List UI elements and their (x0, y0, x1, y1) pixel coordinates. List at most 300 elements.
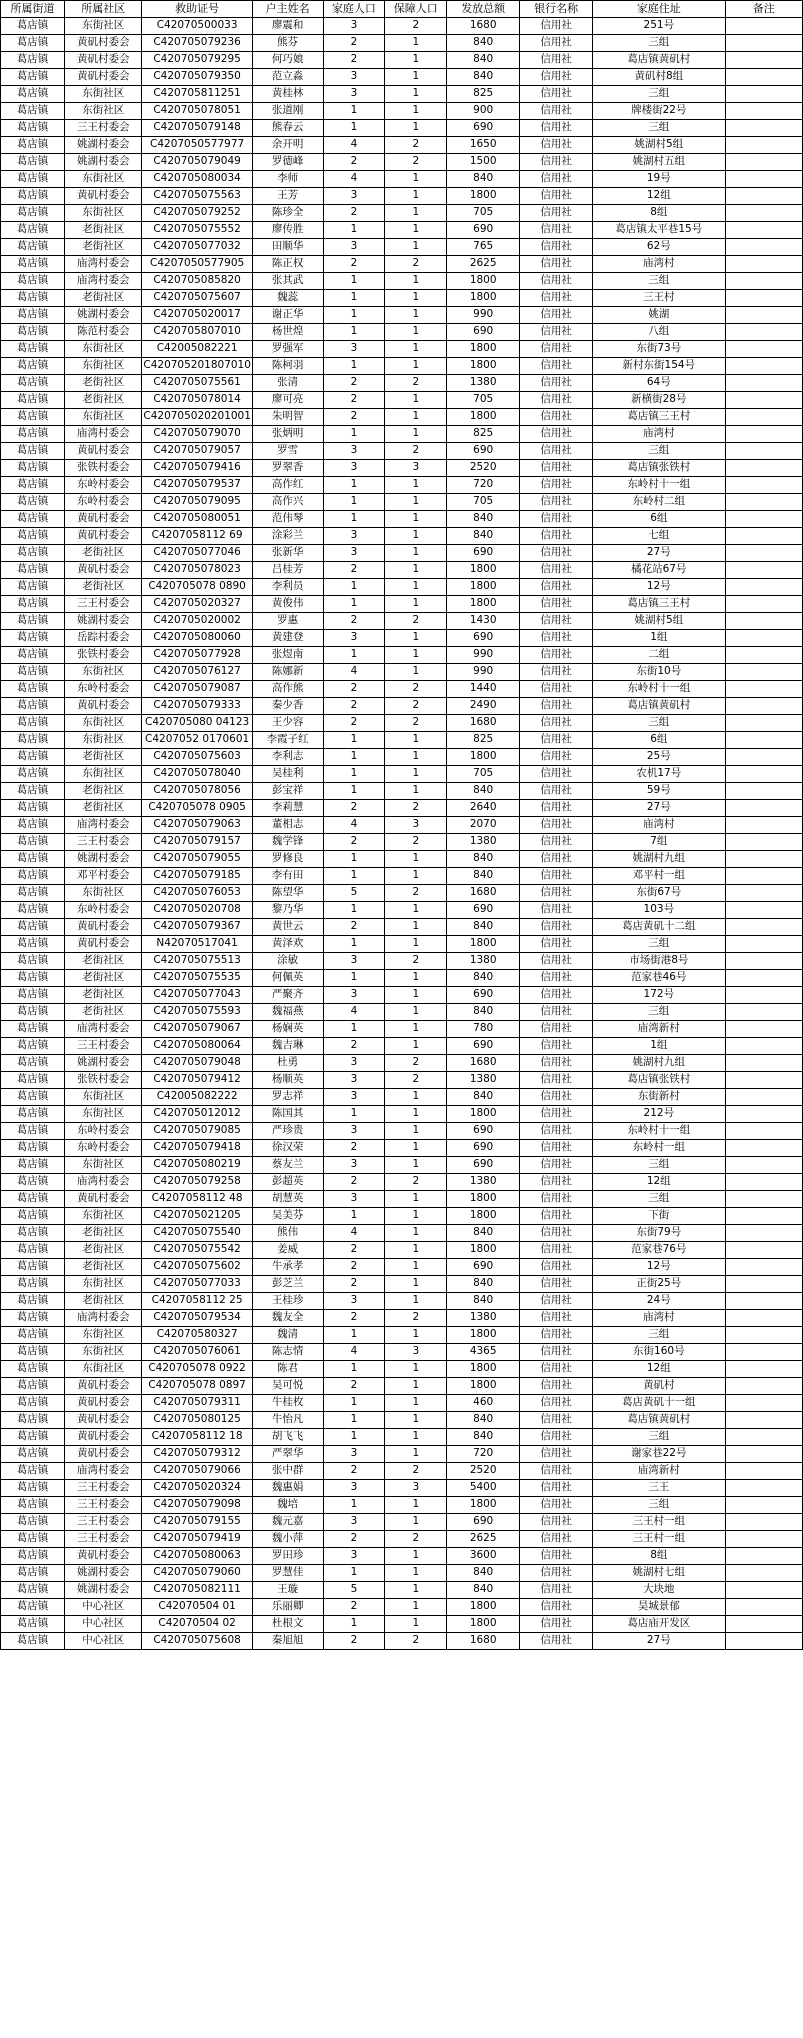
cell-address: 二组 (593, 647, 726, 664)
cell-remarks (725, 562, 802, 579)
table-row (1, 1429, 803, 1446)
cell-street: 葛店镇 (1, 86, 65, 103)
cell-street: 葛店镇 (1, 1140, 65, 1157)
cell-bank-name: 信用社 (520, 205, 593, 222)
table-row (1, 205, 803, 222)
cell-total-amount: 1800 (447, 341, 520, 358)
column-header-community: 所属社区 (65, 1, 142, 18)
cell-street: 葛店镇 (1, 1548, 65, 1565)
cell-street: 葛店镇 (1, 817, 65, 834)
cell-relief-id: C420705075540 (142, 1225, 252, 1242)
cell-covered-persons: 1 (385, 239, 447, 256)
cell-householder-name: 张新华 (252, 545, 323, 562)
cell-family-size: 2 (323, 1310, 385, 1327)
cell-bank-name: 信用社 (520, 851, 593, 868)
cell-householder-name: 高作红 (252, 477, 323, 494)
cell-remarks (725, 1123, 802, 1140)
cell-householder-name: 胡飞飞 (252, 1429, 323, 1446)
table-row (1, 307, 803, 324)
cell-remarks (725, 1429, 802, 1446)
cell-remarks (725, 1633, 802, 1650)
cell-total-amount: 1500 (447, 154, 520, 171)
cell-relief-id: C420705079537 (142, 477, 252, 494)
cell-community: 东街社区 (65, 341, 142, 358)
cell-remarks (725, 800, 802, 817)
cell-bank-name: 信用社 (520, 970, 593, 987)
table-row (1, 851, 803, 868)
cell-community: 老街社区 (65, 783, 142, 800)
column-header-family-size: 家庭人口 (323, 1, 385, 18)
cell-total-amount: 1800 (447, 1191, 520, 1208)
cell-relief-id: C420705078023 (142, 562, 252, 579)
cell-street: 葛店镇 (1, 902, 65, 919)
cell-street: 葛店镇 (1, 511, 65, 528)
cell-remarks (725, 1276, 802, 1293)
cell-bank-name: 信用社 (520, 1633, 593, 1650)
cell-family-size: 2 (323, 154, 385, 171)
cell-bank-name: 信用社 (520, 579, 593, 596)
cell-address: 三组 (593, 443, 726, 460)
cell-relief-id: C420705078 0897 (142, 1378, 252, 1395)
cell-street: 葛店镇 (1, 188, 65, 205)
cell-community: 老街社区 (65, 970, 142, 987)
cell-householder-name: 陈正权 (252, 256, 323, 273)
cell-relief-id: C420705078014 (142, 392, 252, 409)
cell-family-size: 2 (323, 1276, 385, 1293)
table-row (1, 1599, 803, 1616)
cell-community: 东岭村委会 (65, 1140, 142, 1157)
cell-bank-name: 信用社 (520, 273, 593, 290)
cell-community: 东街社区 (65, 86, 142, 103)
cell-remarks (725, 664, 802, 681)
cell-family-size: 3 (323, 528, 385, 545)
cell-householder-name: 王少容 (252, 715, 323, 732)
cell-covered-persons: 1 (385, 1157, 447, 1174)
cell-family-size: 2 (323, 52, 385, 69)
cell-remarks (725, 1089, 802, 1106)
cell-remarks (725, 375, 802, 392)
cell-relief-id: C420705079367 (142, 919, 252, 936)
cell-address: 1组 (593, 630, 726, 647)
cell-relief-id: C420705078051 (142, 103, 252, 120)
cell-total-amount: 2490 (447, 698, 520, 715)
table-row (1, 341, 803, 358)
cell-bank-name: 信用社 (520, 1463, 593, 1480)
cell-total-amount: 690 (447, 987, 520, 1004)
cell-covered-persons: 1 (385, 1497, 447, 1514)
cell-householder-name: 罗修良 (252, 851, 323, 868)
cell-total-amount: 690 (447, 222, 520, 239)
cell-bank-name: 信用社 (520, 987, 593, 1004)
table-row (1, 1140, 803, 1157)
cell-community: 庙湾村委会 (65, 1310, 142, 1327)
cell-community: 中心社区 (65, 1633, 142, 1650)
table-row (1, 800, 803, 817)
cell-community: 东岭村委会 (65, 681, 142, 698)
cell-bank-name: 信用社 (520, 562, 593, 579)
table-row (1, 970, 803, 987)
cell-relief-id: C420705079416 (142, 460, 252, 477)
cell-bank-name: 信用社 (520, 766, 593, 783)
cell-householder-name: 罗慧佳 (252, 1565, 323, 1582)
cell-bank-name: 信用社 (520, 596, 593, 613)
cell-householder-name: 严翠华 (252, 1446, 323, 1463)
cell-covered-persons: 1 (385, 69, 447, 86)
cell-householder-name: 田顺华 (252, 239, 323, 256)
cell-address: 三组 (593, 1429, 726, 1446)
cell-householder-name: 董相志 (252, 817, 323, 834)
cell-family-size: 1 (323, 290, 385, 307)
cell-family-size: 5 (323, 885, 385, 902)
cell-address: 三王 (593, 1480, 726, 1497)
cell-address: 59号 (593, 783, 726, 800)
cell-relief-id: C420705079085 (142, 1123, 252, 1140)
cell-relief-id: C420705080125 (142, 1412, 252, 1429)
cell-street: 葛店镇 (1, 732, 65, 749)
table-row (1, 868, 803, 885)
cell-family-size: 2 (323, 256, 385, 273)
cell-relief-id: C420705076053 (142, 885, 252, 902)
cell-covered-persons: 2 (385, 715, 447, 732)
cell-householder-name: 杜根文 (252, 1616, 323, 1633)
table-row (1, 324, 803, 341)
cell-total-amount: 840 (447, 1565, 520, 1582)
cell-relief-id: C420705075561 (142, 375, 252, 392)
cell-street: 葛店镇 (1, 205, 65, 222)
cell-relief-id: C420705079236 (142, 35, 252, 52)
cell-family-size: 2 (323, 919, 385, 936)
cell-relief-id: C420705020002 (142, 613, 252, 630)
cell-family-size: 3 (323, 1514, 385, 1531)
cell-relief-id: C420705079419 (142, 1531, 252, 1548)
cell-bank-name: 信用社 (520, 1344, 593, 1361)
cell-relief-id: N42070517041 (142, 936, 252, 953)
cell-covered-persons: 1 (385, 324, 447, 341)
table-row (1, 936, 803, 953)
table-row (1, 817, 803, 834)
cell-householder-name: 范伟琴 (252, 511, 323, 528)
cell-street: 葛店镇 (1, 783, 65, 800)
cell-covered-persons: 2 (385, 256, 447, 273)
cell-covered-persons: 1 (385, 1208, 447, 1225)
cell-street: 葛店镇 (1, 936, 65, 953)
cell-family-size: 2 (323, 392, 385, 409)
table-row (1, 290, 803, 307)
cell-relief-id: C420705078040 (142, 766, 252, 783)
cell-family-size: 1 (323, 647, 385, 664)
cell-remarks (725, 885, 802, 902)
cell-community: 三王村委会 (65, 596, 142, 613)
cell-householder-name: 魏吉琳 (252, 1038, 323, 1055)
cell-address: 庙湾村 (593, 817, 726, 834)
cell-family-size: 1 (323, 1208, 385, 1225)
cell-total-amount: 1680 (447, 18, 520, 35)
cell-family-size: 3 (323, 239, 385, 256)
cell-remarks (725, 324, 802, 341)
cell-bank-name: 信用社 (520, 426, 593, 443)
cell-address: 东街67号 (593, 885, 726, 902)
cell-householder-name: 彭超英 (252, 1174, 323, 1191)
cell-total-amount: 840 (447, 1293, 520, 1310)
cell-family-size: 1 (323, 732, 385, 749)
table-row (1, 1157, 803, 1174)
cell-householder-name: 何巧娘 (252, 52, 323, 69)
cell-covered-persons: 1 (385, 171, 447, 188)
cell-householder-name: 张炳明 (252, 426, 323, 443)
column-header-relief-id: 救助证号 (142, 1, 252, 18)
cell-street: 葛店镇 (1, 341, 65, 358)
cell-remarks (725, 222, 802, 239)
cell-community: 黄矶村委会 (65, 919, 142, 936)
cell-bank-name: 信用社 (520, 1208, 593, 1225)
cell-family-size: 3 (323, 341, 385, 358)
table-row (1, 1106, 803, 1123)
cell-total-amount: 1800 (447, 936, 520, 953)
cell-total-amount: 690 (447, 1514, 520, 1531)
cell-street: 葛店镇 (1, 1072, 65, 1089)
column-header-householder-name: 户主姓名 (252, 1, 323, 18)
cell-total-amount: 690 (447, 1038, 520, 1055)
table-row (1, 392, 803, 409)
cell-total-amount: 690 (447, 120, 520, 137)
cell-bank-name: 信用社 (520, 1531, 593, 1548)
cell-bank-name: 信用社 (520, 511, 593, 528)
cell-community: 东街社区 (65, 732, 142, 749)
table-header-row (1, 1, 803, 18)
cell-householder-name: 张其武 (252, 273, 323, 290)
cell-community: 三王村委会 (65, 1497, 142, 1514)
cell-street: 葛店镇 (1, 885, 65, 902)
cell-bank-name: 信用社 (520, 1038, 593, 1055)
cell-householder-name: 魏学锋 (252, 834, 323, 851)
cell-total-amount: 690 (447, 324, 520, 341)
cell-bank-name: 信用社 (520, 392, 593, 409)
cell-address: 212号 (593, 1106, 726, 1123)
cell-family-size: 2 (323, 715, 385, 732)
cell-address: 三组 (593, 1191, 726, 1208)
cell-community: 岳踪村委会 (65, 630, 142, 647)
cell-householder-name: 李有田 (252, 868, 323, 885)
cell-covered-persons: 1 (385, 1361, 447, 1378)
cell-covered-persons: 1 (385, 1225, 447, 1242)
cell-relief-id: C420705080060 (142, 630, 252, 647)
cell-community: 老街社区 (65, 239, 142, 256)
cell-community: 老街社区 (65, 749, 142, 766)
cell-relief-id: C420705080034 (142, 171, 252, 188)
cell-remarks (725, 1242, 802, 1259)
cell-bank-name: 信用社 (520, 1480, 593, 1497)
table-row (1, 86, 803, 103)
cell-bank-name: 信用社 (520, 1446, 593, 1463)
cell-bank-name: 信用社 (520, 35, 593, 52)
cell-community: 老街社区 (65, 290, 142, 307)
cell-bank-name: 信用社 (520, 460, 593, 477)
cell-bank-name: 信用社 (520, 1089, 593, 1106)
cell-community: 庙湾村委会 (65, 256, 142, 273)
cell-community: 陈范村委会 (65, 324, 142, 341)
column-header-bank-name: 银行名称 (520, 1, 593, 18)
table-row (1, 1072, 803, 1089)
cell-bank-name: 信用社 (520, 18, 593, 35)
cell-community: 黄矶村委会 (65, 1446, 142, 1463)
cell-community: 东街社区 (65, 1089, 142, 1106)
cell-relief-id: C420705020324 (142, 1480, 252, 1497)
cell-bank-name: 信用社 (520, 1497, 593, 1514)
cell-family-size: 3 (323, 1480, 385, 1497)
cell-address: 62号 (593, 239, 726, 256)
cell-street: 葛店镇 (1, 1361, 65, 1378)
cell-householder-name: 魏惠娟 (252, 1480, 323, 1497)
cell-relief-id: C420705078 0922 (142, 1361, 252, 1378)
cell-householder-name: 罗惠 (252, 613, 323, 630)
table-row (1, 681, 803, 698)
cell-covered-persons: 1 (385, 766, 447, 783)
cell-relief-id: C420705079311 (142, 1395, 252, 1412)
table-row (1, 239, 803, 256)
cell-remarks (725, 579, 802, 596)
cell-relief-id: C420705079295 (142, 52, 252, 69)
cell-covered-persons: 2 (385, 1531, 447, 1548)
cell-householder-name: 吴美芬 (252, 1208, 323, 1225)
table-row (1, 477, 803, 494)
cell-community: 姚湖村委会 (65, 851, 142, 868)
cell-community: 庙湾村委会 (65, 1174, 142, 1191)
cell-relief-id: C420705079048 (142, 1055, 252, 1072)
cell-bank-name: 信用社 (520, 256, 593, 273)
cell-covered-persons: 2 (385, 1463, 447, 1480)
cell-address: 橘花站67号 (593, 562, 726, 579)
cell-street: 葛店镇 (1, 69, 65, 86)
cell-covered-persons: 1 (385, 783, 447, 800)
cell-remarks (725, 613, 802, 630)
cell-covered-persons: 1 (385, 1378, 447, 1395)
cell-covered-persons: 3 (385, 1344, 447, 1361)
cell-covered-persons: 1 (385, 579, 447, 596)
table-row (1, 1038, 803, 1055)
cell-community: 庙湾村委会 (65, 426, 142, 443)
table-row (1, 698, 803, 715)
cell-remarks (725, 970, 802, 987)
cell-householder-name: 陈娜新 (252, 664, 323, 681)
cell-street: 葛店镇 (1, 613, 65, 630)
cell-total-amount: 1680 (447, 1055, 520, 1072)
cell-remarks (725, 1599, 802, 1616)
cell-total-amount: 1380 (447, 1072, 520, 1089)
cell-total-amount: 460 (447, 1395, 520, 1412)
column-header-address: 家庭住址 (593, 1, 726, 18)
cell-community: 张铁村委会 (65, 460, 142, 477)
table-row (1, 1531, 803, 1548)
cell-community: 东街社区 (65, 18, 142, 35)
cell-relief-id: C420705079155 (142, 1514, 252, 1531)
cell-address: 庙湾新村 (593, 1021, 726, 1038)
cell-family-size: 2 (323, 1378, 385, 1395)
cell-covered-persons: 1 (385, 120, 447, 137)
cell-covered-persons: 1 (385, 290, 447, 307)
cell-family-size: 3 (323, 987, 385, 1004)
cell-address: 东街73号 (593, 341, 726, 358)
cell-total-amount: 840 (447, 868, 520, 885)
table-row (1, 1514, 803, 1531)
table-row (1, 1123, 803, 1140)
cell-community: 黄矶村委会 (65, 1412, 142, 1429)
cell-street: 葛店镇 (1, 851, 65, 868)
cell-covered-persons: 1 (385, 103, 447, 120)
cell-address: 葛店镇张铁村 (593, 1072, 726, 1089)
cell-covered-persons: 1 (385, 1412, 447, 1429)
cell-address: 27号 (593, 545, 726, 562)
cell-family-size: 2 (323, 1242, 385, 1259)
cell-bank-name: 信用社 (520, 1582, 593, 1599)
cell-householder-name: 陈望华 (252, 885, 323, 902)
table-row (1, 1004, 803, 1021)
cell-householder-name: 王璇 (252, 1582, 323, 1599)
cell-relief-id: C420705020708 (142, 902, 252, 919)
cell-address: 东街160号 (593, 1344, 726, 1361)
cell-covered-persons: 1 (385, 1395, 447, 1412)
cell-street: 葛店镇 (1, 1276, 65, 1293)
cell-street: 葛店镇 (1, 919, 65, 936)
cell-community: 邓平村委会 (65, 868, 142, 885)
column-header-covered-persons: 保障人口 (385, 1, 447, 18)
table-row (1, 732, 803, 749)
cell-covered-persons: 1 (385, 222, 447, 239)
cell-householder-name: 罗翠香 (252, 460, 323, 477)
cell-remarks (725, 1310, 802, 1327)
cell-relief-id: C420705079070 (142, 426, 252, 443)
cell-bank-name: 信用社 (520, 1055, 593, 1072)
cell-street: 葛店镇 (1, 256, 65, 273)
cell-remarks (725, 732, 802, 749)
table-row (1, 443, 803, 460)
cell-street: 葛店镇 (1, 1463, 65, 1480)
cell-covered-persons: 2 (385, 698, 447, 715)
cell-remarks (725, 1293, 802, 1310)
cell-street: 葛店镇 (1, 1446, 65, 1463)
cell-total-amount: 900 (447, 103, 520, 120)
cell-total-amount: 1800 (447, 562, 520, 579)
cell-address: 葛店镇三王村 (593, 596, 726, 613)
cell-total-amount: 1800 (447, 290, 520, 307)
cell-street: 葛店镇 (1, 1208, 65, 1225)
table-row (1, 69, 803, 86)
cell-covered-persons: 1 (385, 630, 447, 647)
cell-householder-name: 李利志 (252, 749, 323, 766)
cell-bank-name: 信用社 (520, 120, 593, 137)
cell-family-size: 1 (323, 358, 385, 375)
cell-address: 葛店镇黄矶村 (593, 698, 726, 715)
cell-relief-id: C420705075608 (142, 1633, 252, 1650)
cell-total-amount: 840 (447, 528, 520, 545)
cell-covered-persons: 1 (385, 52, 447, 69)
cell-community: 老街社区 (65, 222, 142, 239)
cell-family-size: 1 (323, 1395, 385, 1412)
cell-community: 黄矶村委会 (65, 1395, 142, 1412)
cell-bank-name: 信用社 (520, 800, 593, 817)
cell-remarks (725, 630, 802, 647)
table-row (1, 1242, 803, 1259)
cell-total-amount: 2625 (447, 256, 520, 273)
cell-householder-name: 魏友全 (252, 1310, 323, 1327)
cell-address: 8组 (593, 1548, 726, 1565)
cell-covered-persons: 1 (385, 970, 447, 987)
cell-covered-persons: 1 (385, 1004, 447, 1021)
cell-address: 葛店镇黄矶村 (593, 1412, 726, 1429)
cell-remarks (725, 919, 802, 936)
cell-remarks (725, 1480, 802, 1497)
cell-address: 三组 (593, 936, 726, 953)
cell-address: 下街 (593, 1208, 726, 1225)
